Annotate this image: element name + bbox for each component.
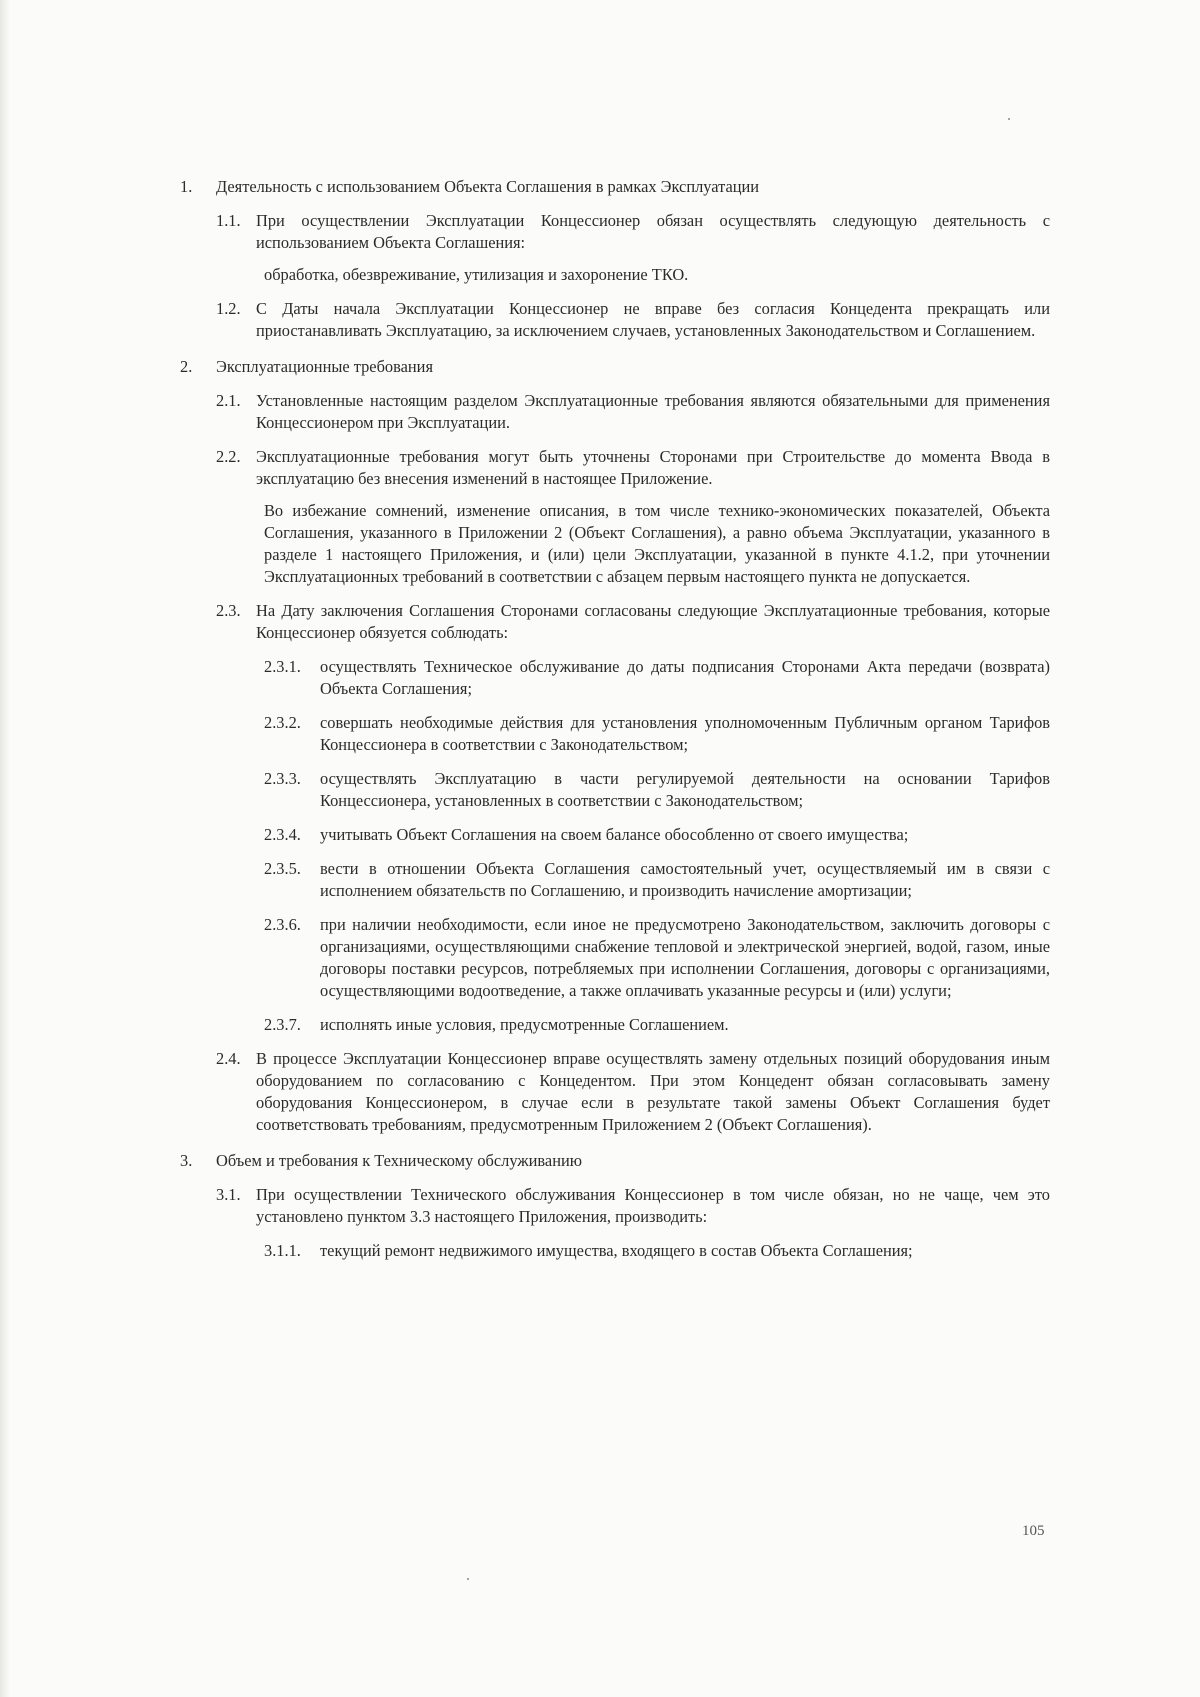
section-title: Эксплуатационные требования: [216, 357, 433, 376]
scan-speck: [1008, 118, 1010, 120]
subclause-text: текущий ремонт недвижимого имущества, входящего в состав Объекта Соглашения;: [320, 1241, 913, 1260]
clause-2-1: [216, 390, 1050, 434]
subclause-number: 2.3.1.: [264, 657, 301, 676]
clause-text: В процессе Эксплуатации Концессионер вправе осуществлять замену отдельных позиций оборудования иным оборудованием по согласованию с Концедентом. При этом Концедент обязан согласовывать замену оборудования Концессионером, в случае если в результате такой замены Объект Соглашения будет соответствовать требованиям, предусмотренным Приложением 2 (Объект Соглашения).: [256, 1049, 1050, 1134]
subclause-text: при наличии необходимости, если иное не предусмотрено Законодательством, заключить договоры с организациями, осуществляющими снабжение тепловой и электрической энергией, водой, газом, иные договоры поставки ресурсов, потребляемых при исполнении Соглашения, договоры с организациями, осуществляющими водоотведение, а также оплачивать указанные ресурсы и (или) услуги;: [320, 915, 1050, 1000]
section-2: [180, 356, 1050, 1136]
clause-text: Эксплуатационные требования могут быть уточнены Сторонами при Строительстве до момента Ввода в эксплуатацию без внесения изменений в настоящее Приложение.: [256, 447, 1050, 488]
clause-text: Установленные настоящим разделом Эксплуатационные требования являются обязательными для применения Концессионером при Эксплуатации.: [256, 391, 1050, 432]
section-title: Объем и требования к Техническому обслуживанию: [216, 1151, 582, 1170]
clause-text: С Даты начала Эксплуатации Концессионер не вправе без согласия Концедента прекращать или приостанавливать Эксплуатацию, за исключением случаев, установленных Законодательством и Соглашением.: [256, 299, 1050, 340]
subclause-2-3-7: [264, 1014, 1050, 1036]
subclause-text: совершать необходимые действия для установления уполномоченным Публичным органом Тарифов Концессионера в соответствии с Законодательством;: [320, 713, 1050, 754]
subclause-2-3-1: [264, 656, 1050, 700]
clause-number: 2.4.: [216, 1049, 241, 1068]
subclause-2-3-4: [264, 824, 1050, 846]
subclause-2-3-2: [264, 712, 1050, 756]
section-1: [180, 176, 1050, 342]
subclause-2-3-6: [264, 914, 1050, 1002]
clause-text: При осуществлении Технического обслуживания Концессионер в том числе обязан, но не чаще, чем это установлено пунктом 3.3 настоящего Приложения, производить:: [256, 1185, 1050, 1226]
subclause-number: 2.3.3.: [264, 769, 301, 788]
clause-2-2: [216, 446, 1050, 588]
subclause-text: вести в отношении Объекта Соглашения самостоятельный учет, осуществляемый им в связи с исполнением обязательств по Соглашению, и производить начисление амортизации;: [320, 859, 1050, 900]
subclause-3-1-1: [264, 1240, 1050, 1262]
subclause-number: 2.3.7.: [264, 1015, 301, 1034]
page-number: 105: [1022, 1523, 1045, 1539]
document-body: [180, 176, 1050, 1276]
clause-text: При осуществлении Эксплуатации Концессионер обязан осуществлять следующую деятельность с использованием Объекта Соглашения:: [256, 211, 1050, 252]
clause-2-4: [216, 1048, 1050, 1136]
clause-note: Во избежание сомнений, изменение описания, в том числе технико-экономических показателей, Объекта Соглашения, указанного в Приложении 2 (Объект Соглашения), а равно объема Эксплуатации, указанного в разделе 1 настоящего Приложения, и (или) цели Эксплуатации, указанной в пункте 4.1.2, при уточнении Эксплуатационных требований в соответствии с абзацем первым настоящего пункта не допускается.: [264, 501, 1050, 586]
section-3: [180, 1150, 1050, 1262]
clause-number: 1.2.: [216, 299, 241, 318]
scan-edge: [0, 0, 10, 1697]
subclause-text: осуществлять Эксплуатацию в части регулируемой деятельности на основании Тарифов Концессионера, установленных в соответствии с Законодательством;: [320, 769, 1050, 810]
scan-speck: [467, 1578, 469, 1580]
section-number: 3.: [180, 1151, 193, 1170]
subclause-text: исполнять иные условия, предусмотренные Соглашением.: [320, 1015, 729, 1034]
section-title: Деятельность с использованием Объекта Соглашения в рамках Эксплуатации: [216, 177, 760, 196]
clause-number: 2.1.: [216, 391, 241, 410]
subclause-number: 3.1.1.: [264, 1241, 301, 1260]
clause-number: 1.1.: [216, 211, 241, 230]
clause-number: 2.3.: [216, 601, 241, 620]
section-number: 2.: [180, 357, 193, 376]
subclause-2-3-3: [264, 768, 1050, 812]
clause-number: 2.2.: [216, 447, 241, 466]
clause-1-1: [216, 210, 1050, 286]
clause-1-2: [216, 298, 1050, 342]
subclause-number: 2.3.4.: [264, 825, 301, 844]
subclause-number: 2.3.2.: [264, 713, 301, 732]
subclause-number: 2.3.5.: [264, 859, 301, 878]
clause-2-3: [216, 600, 1050, 1036]
clause-text: На Дату заключения Соглашения Сторонами согласованы следующие Эксплуатационные требования, которые Концессионер обязуется соблюдать:: [256, 601, 1050, 642]
subclause-number: 2.3.6.: [264, 915, 301, 934]
clause-3-1: [216, 1184, 1050, 1262]
clause-note: обработка, обезвреживание, утилизация и захоронение ТКО.: [264, 265, 689, 284]
subclause-2-3-5: [264, 858, 1050, 902]
subclause-text: учитывать Объект Соглашения на своем балансе обособленно от своего имущества;: [320, 825, 909, 844]
section-number: 1.: [180, 177, 193, 196]
clause-number: 3.1.: [216, 1185, 241, 1204]
subclause-text: осуществлять Техническое обслуживание до даты подписания Сторонами Акта передачи (возврата) Объекта Соглашения;: [320, 657, 1050, 698]
